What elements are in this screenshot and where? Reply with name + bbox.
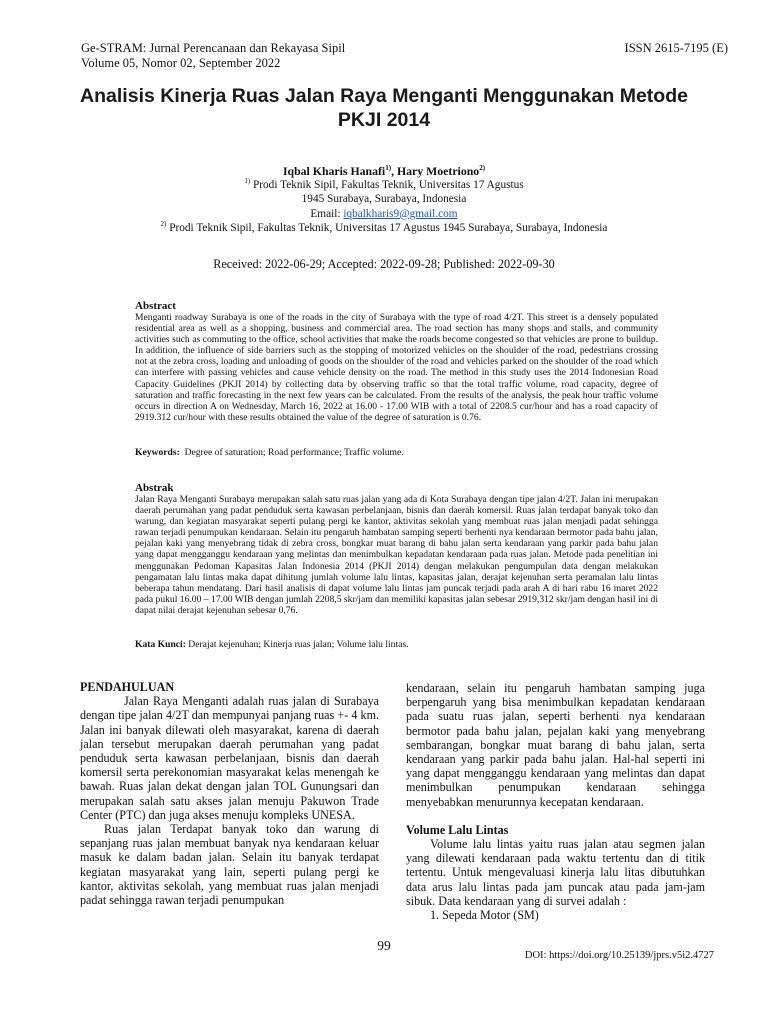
keywords-label: Keywords: [135,447,180,458]
abstrak-section [135,482,658,616]
running-header-left [81,41,345,71]
body-column-left [80,680,379,907]
affiliation-2-line: Prodi Teknik Sipil, Fakultas Teknik, Universitas 17 Agustus 1945 Surabaya, Surabaya, Indonesia [166,221,608,234]
doi-link[interactable]: DOI: https://doi.org/10.25139/jprs.v5i2.4727 [524,950,714,961]
author-separator: , [391,164,397,178]
email-link[interactable]: iqbalkharis9@gmail.com [343,207,458,220]
intro-paragraph-3: kendaraan, selain itu pengaruh hambatan samping juga berpengaruh yang bisa menimbulkan kepadatan kendaraan pada suatu ruas jalan, seperti berhenti nya kendaraan bermotor pada bahu jalan, pejalan kaki yang menyebrang sembarangan, bongkar muat barang di bahu jalan, serta kendaraan yang parkir pada bahu jalan. Hal-hal seperti ini yang dapat mengganggu kendaraan yang melintas dan dapat menimbulkan penumpukan kendaraan sehingga menyebabkan menurunnya kecepatan kendaraan. [406,681,705,809]
kata-kunci-line [135,639,658,650]
body-column-right [406,681,705,922]
kata-kunci-label: Kata Kunci: [135,639,186,650]
paper-title: Analisis Kinerja Ruas Jalan Raya Menganti Menggunakan Metode PKJI 2014 [80,85,688,131]
author-names [80,164,688,178]
list-item: 1. Sepeda Motor (SM) [430,908,539,923]
abstract-text: Menganti roadway Surabaya is one of the roads in the city of Surabaya with the type of road 4/2T. This street is a densely populated residential area as well as a shopping, business and commercial area. The road section has many shops and stalls, and community activities such as commuting to the office, school activities that make the roads become congested so that vehicles are prone to buildup. In addition, the influence of side barriers such as the stopping of motorized vehicles on the shoulder of the road, pedestrians crossing not at the zebra cross, loading and unloading of goods on the shoulder of the road and vehicles parked on the shoulder of the road which can interfere with passing vehicles and cause vehicle density on the road. The method in this study uses the 2014 Indonesian Road Capacity Guidelines (PKJI 2014) by collecting data by observing traffic so that the total traffic volume, road capacity, degree of saturation and traffic forecasting in the next few years can be calculated. From the results of the analysis, the peak hour traffic volume occurs in direction A on Wednesday, March 16, 2022 at 16.00 - 17.00 WIB with a total of 2208.5 cur/hour and has a road capacity of 2919.312 cur/hour with these results obtained the value of the degree of saturation is 0.76. [135,312,658,423]
issn: ISSN 2615-7195 (E) [624,41,728,55]
author-1-sup: 1) [385,164,392,173]
author-1: Iqbal Kharis Hanafi [282,164,386,178]
page-number: 99 [377,938,391,953]
affiliation-1 [80,178,688,192]
journal-volume: Volume 05, Nomor 02, September 2022 [81,56,281,70]
publication-dates: Received: 2022-06-29; Accepted: 2022-09-28; Published: 2022-09-30 [213,257,555,271]
intro-paragraph-1: Jalan Raya Menganti adalah ruas jalan di Surabaya dengan tipe jalan 4/2T dan mempunyai panjang ruas +- 4 km. Jalan ini banyak dilewati oleh masyarakat, karena di daerah jalan tersebut merupakan daerah perumahan yang padat penduduk serta kawasan perbelanjaan, bisnis dan daerah komersil serta perekonomian masyarakat kelas menengah ke bawah. Ruas jalan dekat dengan jalan TOL Gunungsari dan merupakan salah satu akses jalan menuju Pakuwon Trade Center (PTC) dan juga akses menuju kompleks UNESA. [80,694,379,822]
kata-kunci-text: Derajat kejenuhan; Kinerja ruas jalan; Volume lalu lintas. [185,639,409,650]
intro-paragraph-2: Ruas jalan Terdapat banyak toko dan warung di sepanjang ruas jalan membuat banyak nya kendaraan keluar masuk ke dalam badan jalan. Selain itu banyak terdapat kegiatan masyarakat yang lain, seperti pulang pergi ke kantor, aktivitas sekolah, yang membuat ruas jalan menjadi padat sehingga rawan terjadi penumpukan [80,822,379,908]
abstrak-text: Jalan Raya Menganti Surabaya merupakan salah satu ruas jalan yang ada di Kota Surabaya dengan tipe jalan 4/2T. Jalan ini merupakan daerah perumahan yang padat penduduk serta kawasan perbelanjaan, bisnis dan daerah komersil. Ruas jalan terdapat banyak toko dan warung, dan kegiatan masyarakat seperti pulang pergi ke kantor, aktivitas sekolah yang membuat ruas jalan menjadi padat sehingga rawan terjadi penumpukan kendaraan. Selain itu pengaruh hambatan samping seperti berhenti nya kendaraan bermotor pada bahu jalan, pejalan kaki yang menyebrang tidak di zebra cross, bongkar muat barang di bahu jalan serta kendaraan yang parkir pada bahu jalan yang dapat mengganggu kendaraan yang melintas dan menimbulkan kepadatan kendaraan pada ruas jalan. Metode pada penelitian ini menggunakan Pedoman Kapasitas Jalan Indonesia 2014 (PKJI 2014) dengan melakukan pengumpulan data dengan melakukan pengamatan lalu lintas maka dapat dihitung jumlah volume lalu lintas, kapasitas jalan, derajat kejenuhan serta peramalan lalu lintas beberapa tahun mendatang. Dari hasil analisis di dapat volume lalu lintas jam puncak terjadi pada arah A di hari rabu 16 maret 2022 pada pukul 16.00 – 17.00 WIB dengan jumlah 2208,5 skr/jam dan memiliki kapasitas jalan sebesar 2919,312 skr/jam dengan hasil ini di dapat nilai derajat kejenuhan sebesar 0,76. [135,494,658,616]
email-line [80,207,688,221]
abstract-section [135,300,658,423]
affiliation-1-sup: 1) [244,177,251,186]
author-2-sup: 2) [479,164,486,173]
keywords-text: Degree of saturation; Road performance; Traffic volume. [179,447,404,458]
affiliation-2-sup: 2) [160,220,167,229]
abstrak-heading: Abstrak [135,482,174,494]
affiliation-1-line1: Prodi Teknik Sipil, Fakultas Teknik, Universitas 17 Agustus [250,179,524,192]
email-label: Email: [310,207,344,220]
journal-name: Ge-STRAM: Jurnal Perencanaan dan Rekayasa Sipil [81,41,346,55]
affiliation-2 [80,221,688,235]
intro-heading: PENDAHULUAN [80,680,175,694]
author-2: Hary Moetriono [396,164,480,178]
affiliation-1-line2: 1945 Surabaya, Surabaya, Indonesia [301,193,467,206]
volume-heading: Volume Lalu Lintas [406,822,509,837]
abstract-heading: Abstract [135,300,176,312]
keywords-line [135,447,658,458]
volume-paragraph: Volume lalu lintas yaitu ruas jalan atau segmen jalan yang dilewati kendaraan pada waktu tertentu dan di titik tertentu. Untuk mengevaluasi kinerja lalu litas dibutuhkan data arus lalu lintas pada jam puncak atau pada jam-jam sibuk. Data kendaraan yang di survei adalah : [406,837,705,908]
authors-block [80,164,688,235]
